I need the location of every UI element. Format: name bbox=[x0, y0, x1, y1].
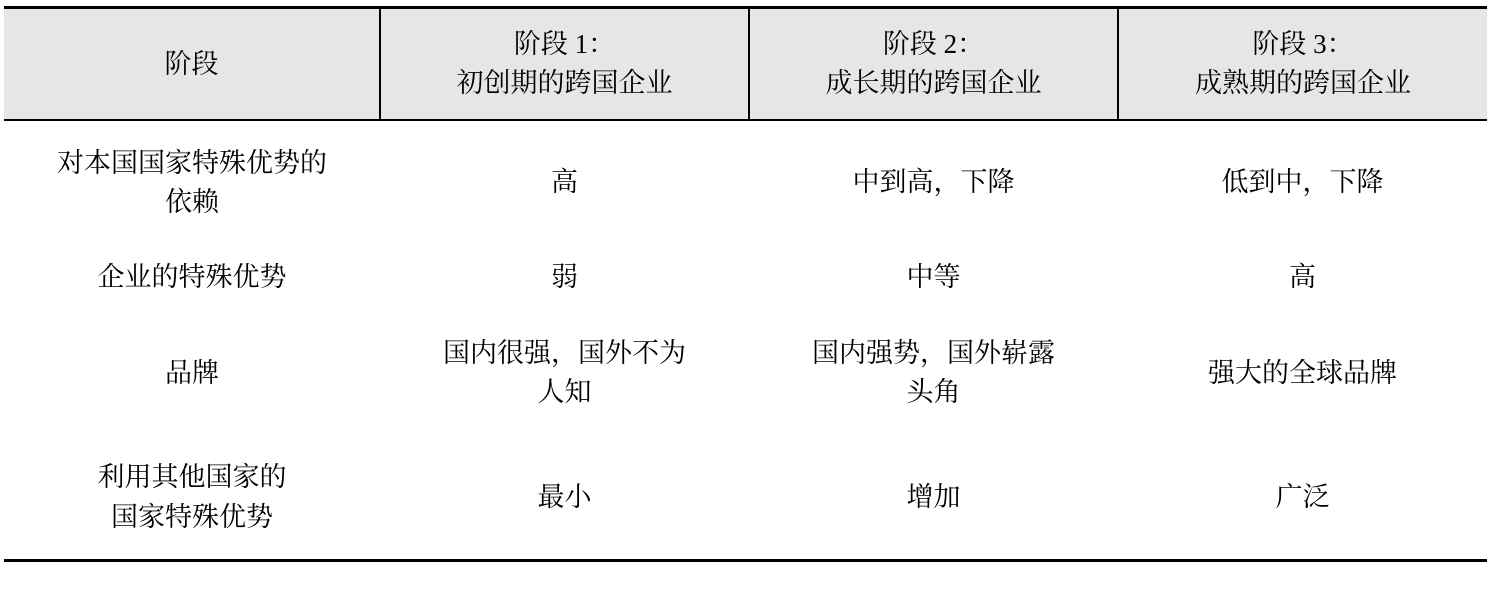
header-cell-stage-1-line1: 阶段 1： bbox=[513, 29, 616, 59]
table-header-row bbox=[4, 8, 1487, 121]
cell-r3-c3-line1: 广泛 bbox=[1275, 481, 1330, 512]
row-label-line1: 品牌 bbox=[165, 357, 219, 388]
header-cell-stage-1-line2: 初创期的跨国企业 bbox=[456, 68, 673, 99]
cell-r2-c1 bbox=[380, 310, 749, 436]
row-label-firm-specific-advantage bbox=[4, 244, 380, 310]
cell-r0-c2 bbox=[749, 120, 1118, 244]
table-row bbox=[4, 436, 1487, 560]
header-cell-stage-3 bbox=[1118, 8, 1487, 121]
row-label-home-country-advantage bbox=[4, 120, 380, 244]
table-row bbox=[4, 244, 1487, 310]
cell-r0-c3-line1: 低到中，下降 bbox=[1221, 167, 1384, 198]
cell-r1-c1 bbox=[380, 244, 749, 310]
cell-r2-c1-line2: 人知 bbox=[537, 377, 592, 408]
row-label-line1: 利用其他国家的 bbox=[97, 462, 287, 493]
cell-r2-c3-line1: 强大的全球品牌 bbox=[1208, 357, 1397, 388]
cell-r3-c2-line1: 增加 bbox=[906, 481, 961, 512]
cell-r1-c3 bbox=[1118, 244, 1487, 310]
row-label-other-country-advantage bbox=[4, 436, 380, 560]
header-cell-stage bbox=[4, 8, 380, 121]
cell-r0-c3 bbox=[1118, 120, 1487, 244]
header-cell-stage-1 bbox=[380, 8, 749, 121]
header-cell-stage-3-line1: 阶段 3： bbox=[1252, 29, 1354, 59]
table-header bbox=[4, 8, 1487, 121]
cell-r0-c2-line1: 中到高，下降 bbox=[852, 167, 1015, 198]
cell-r3-c3 bbox=[1118, 436, 1487, 560]
cell-r2-c2-line2: 头角 bbox=[906, 377, 961, 408]
table-row bbox=[4, 120, 1487, 244]
table-body bbox=[4, 120, 1487, 560]
cell-r3-c2 bbox=[749, 436, 1118, 560]
row-label-line2: 国家特殊优势 bbox=[111, 501, 273, 532]
cell-r0-c1 bbox=[380, 120, 749, 244]
row-label-line1: 对本国国家特殊优势的 bbox=[57, 147, 327, 178]
cell-r1-c2-line1: 中等 bbox=[906, 261, 961, 292]
cell-r3-c1 bbox=[380, 436, 749, 560]
cell-r1-c2 bbox=[749, 244, 1118, 310]
stage-comparison-table bbox=[4, 6, 1487, 562]
cell-r1-c3-line1: 高 bbox=[1289, 261, 1316, 292]
row-label-brand bbox=[4, 310, 380, 436]
cell-r3-c1-line1: 最小 bbox=[537, 481, 592, 512]
cell-r2-c2 bbox=[749, 310, 1118, 436]
cell-r2-c2-line1: 国内强势，国外崭露 bbox=[812, 338, 1055, 369]
header-cell-stage-2-line1: 阶段 2： bbox=[882, 29, 985, 59]
row-label-line1: 企业的特殊优势 bbox=[97, 261, 287, 292]
row-label-line2: 依赖 bbox=[165, 186, 219, 217]
cell-r2-c3 bbox=[1118, 310, 1487, 436]
cell-r1-c1-line1: 弱 bbox=[551, 261, 578, 292]
cell-r0-c1-line1: 高 bbox=[551, 167, 578, 198]
cell-r2-c1-line1: 国内很强，国外不为 bbox=[443, 338, 686, 369]
header-cell-stage-line1: 阶段 bbox=[164, 48, 219, 79]
table-row bbox=[4, 310, 1487, 436]
header-cell-stage-3-line2: 成熟期的跨国企业 bbox=[1195, 68, 1411, 99]
header-cell-stage-2-line2: 成长期的跨国企业 bbox=[825, 68, 1042, 99]
header-cell-stage-2 bbox=[749, 8, 1118, 121]
